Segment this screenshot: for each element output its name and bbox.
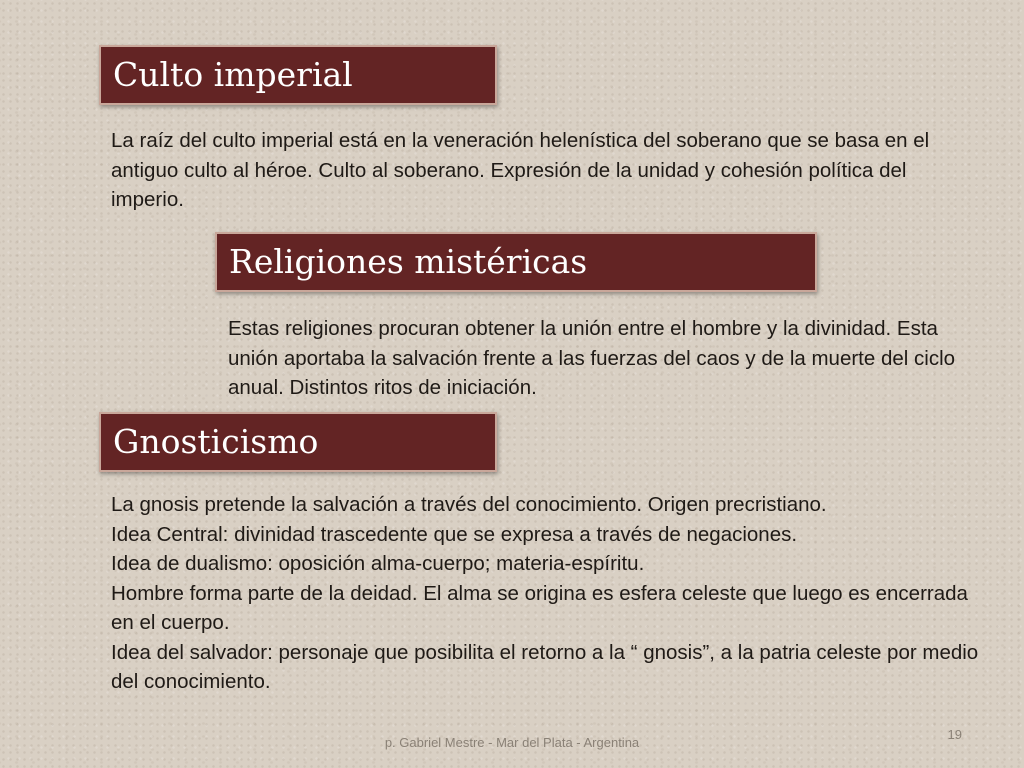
paragraph: Idea de dualismo: oposición alma-cuerpo; materia-espíritu. [111, 552, 645, 575]
section-title-culto-imperial: Culto imperial [99, 45, 497, 105]
footer-author: p. Gabriel Mestre - Mar del Plata - Argentina [384, 735, 640, 750]
section-title-gnosticismo: Gnosticismo [99, 412, 497, 472]
section-body-culto-imperial [111, 126, 971, 215]
paragraph: Estas religiones procuran obtener la unión entre el hombre y la divinidad. Esta unión aportaba la salvación frente a las fuerzas del caos y de la muerte del ciclo anual. Distintos ritos de iniciación. [228, 317, 956, 399]
paragraph: Idea Central: divinidad trascedente que se expresa a través de negaciones. [111, 522, 798, 546]
paragraph: La raíz del culto imperial está en la veneración helenística del soberano que se basa en el antiguo culto al héroe. Culto al soberano. Expresión de la unidad y cohesión política del imperio. [111, 129, 930, 211]
page-number: 19 [947, 727, 962, 742]
paragraph: Idea del salvador: personaje que posibilita el retorno a la “ gnosis”, a la patria celeste por medio del conocimiento. [111, 640, 979, 693]
paragraph: La gnosis pretende la salvación a través del conocimiento. Origen precristiano. [111, 493, 827, 516]
section-body-religiones-mistericas [228, 314, 958, 403]
section-title-religiones-mistericas: Religiones mistéricas [215, 232, 817, 292]
section-body-gnosticismo [111, 490, 991, 697]
paragraph: Hombre forma parte de la deidad. El alma se origina es esfera celeste que luego es encerrada en el cuerpo. [111, 581, 968, 634]
